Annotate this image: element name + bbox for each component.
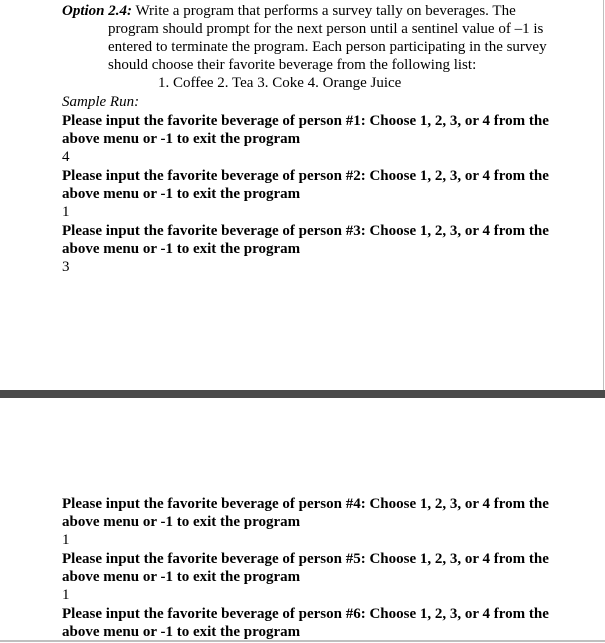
prompt-line-a: Please input the favorite beverage of person #1: Choose 1, 2, 3, or 4 from the <box>62 113 549 129</box>
prompt-line-b: above menu or -1 to exit the program <box>62 514 301 530</box>
task-label: Option 2.4: <box>62 3 133 19</box>
run-block <box>62 222 592 276</box>
prompt-line-a: Please input the favorite beverage of person #5: Choose 1, 2, 3, or 4 from the <box>62 551 549 567</box>
task-line-2: program should prompt for the next person until a sentinel value of –1 is <box>108 21 544 37</box>
answer-value: 1 <box>62 204 70 220</box>
task-line-3: entered to terminate the program. Each person participating in the survey <box>108 39 547 55</box>
answer-value: 4 <box>62 149 70 165</box>
run-block <box>62 112 592 166</box>
prompt-line-a: Please input the favorite beverage of person #6: Choose 1, 2, 3, or 4 from the <box>62 606 549 622</box>
prompt-line-b: above menu or -1 to exit the program <box>62 569 301 585</box>
run-block <box>62 550 592 604</box>
page-right-edge <box>603 0 604 390</box>
prompt-line-a: Please input the favorite beverage of person #3: Choose 1, 2, 3, or 4 from the <box>62 223 549 239</box>
page-break-bar <box>0 390 605 398</box>
run-block <box>62 495 592 549</box>
prompt-line-b: above menu or -1 to exit the program <box>62 131 301 147</box>
answer-value: 3 <box>62 259 70 275</box>
beverage-menu: 1. Coffee 2. Tea 3. Coke 4. Orange Juice <box>158 75 402 91</box>
task-line-1 <box>62 2 592 20</box>
task-line-1-text: Write a program that performs a survey tally on beverages. The <box>135 3 516 19</box>
prompt-line-b: above menu or -1 to exit the program <box>62 624 301 640</box>
prompt-line-b: above menu or -1 to exit the program <box>62 241 301 257</box>
task-description <box>62 2 592 74</box>
run-block <box>62 167 592 221</box>
answer-value: 1 <box>62 532 70 548</box>
sample-run-label: Sample Run: <box>62 94 140 110</box>
answer-value: 1 <box>62 587 70 603</box>
prompt-line-b: above menu or -1 to exit the program <box>62 186 301 202</box>
prompt-line-a: Please input the favorite beverage of person #4: Choose 1, 2, 3, or 4 from the <box>62 496 549 512</box>
run-block <box>62 605 592 641</box>
task-line-4: should choose their favorite beverage from the following list: <box>108 57 477 73</box>
prompt-line-a: Please input the favorite beverage of person #2: Choose 1, 2, 3, or 4 from the <box>62 168 549 184</box>
